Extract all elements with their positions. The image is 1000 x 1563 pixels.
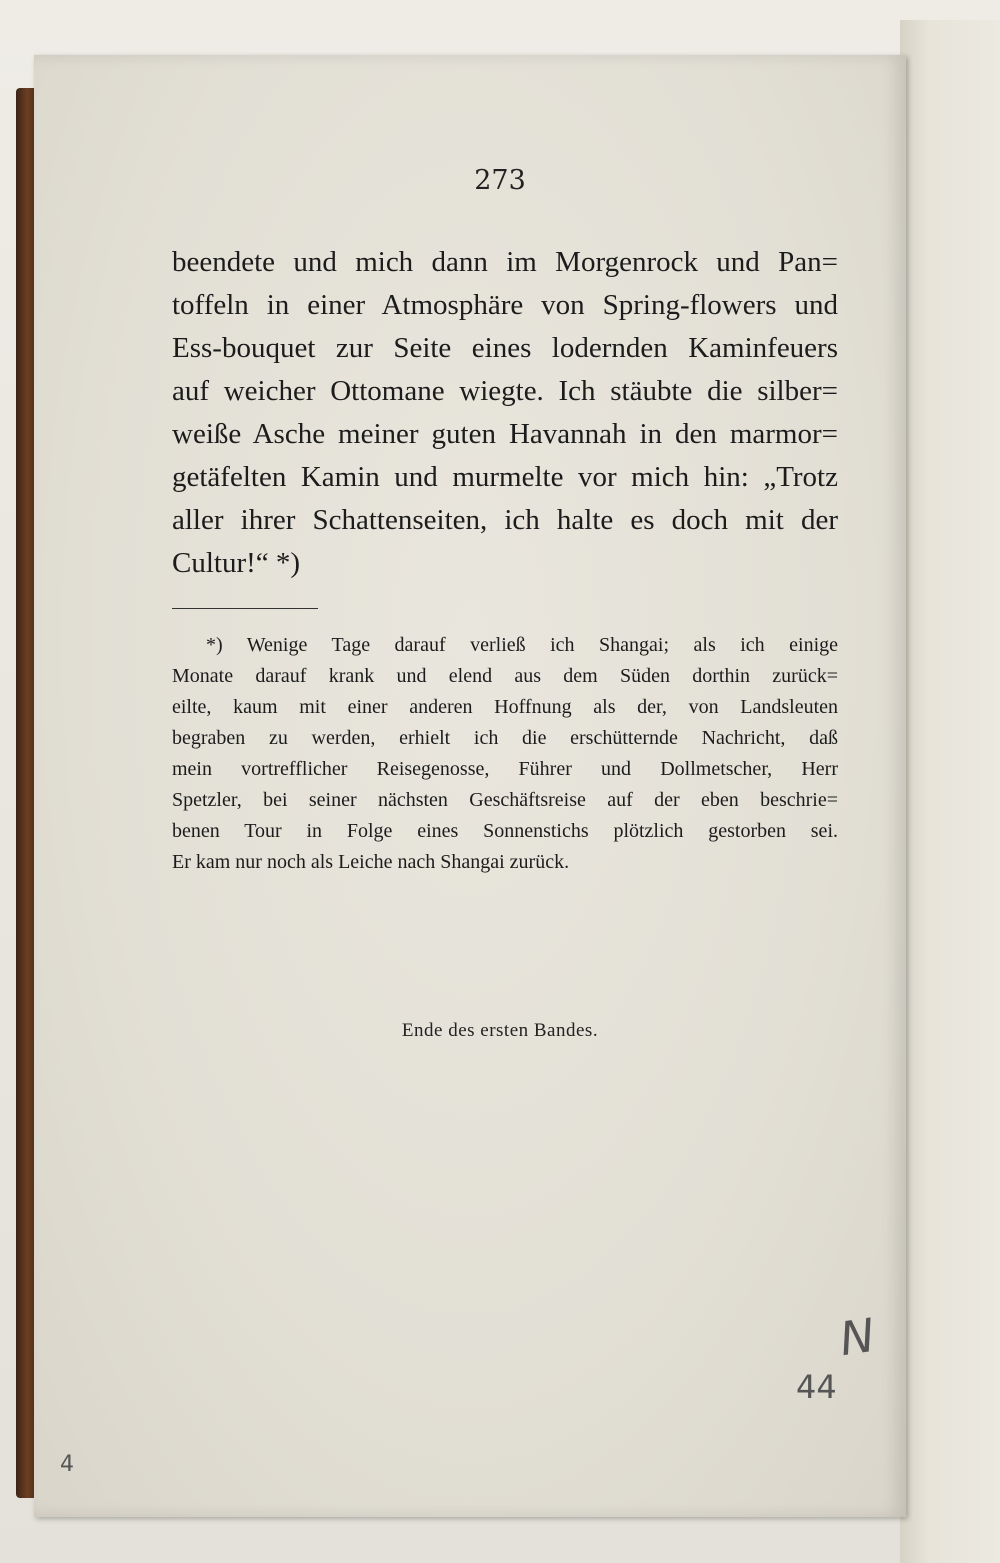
body-line: auf weicher Ottomane wiegte. Ich stäubte die silber= — [172, 375, 838, 407]
footnote-line: begraben zu werden, erhielt ich die erschütternde Nachricht, daß — [172, 727, 838, 749]
footnote-line: Er kam nur noch als Leiche nach Shangai zurück. — [172, 851, 570, 873]
footnote-divider — [172, 608, 318, 609]
end-of-volume-note: Ende des ersten Bandes. — [401, 1020, 599, 1041]
body-line: Ess-bouquet zur Seite eines lodernden Kaminfeuers — [172, 332, 838, 364]
pencil-mark: N — [836, 1307, 879, 1367]
footnote-line: eilte, kaum mit einer anderen Hoffnung als der, von Landsleuten — [172, 696, 838, 718]
body-line: aller ihrer Schattenseiten, ich halte es doch mit der — [172, 504, 838, 536]
footnote-line: Monate darauf krank und elend aus dem Süden dorthin zurück= — [172, 665, 838, 687]
pencil-mark-bottom: 4 — [60, 1452, 74, 1477]
footnote-line: Spetzler, bei seiner nächsten Geschäftsreise auf der eben beschrie= — [172, 789, 838, 811]
body-line: toffeln in einer Atmosphäre von Spring-flowers und — [172, 289, 838, 321]
body-line: beendete und mich dann im Morgenrock und Pan= — [172, 246, 838, 278]
body-line: getäfelten Kamin und murmelte vor mich hin: „Trotz — [172, 461, 838, 493]
pencil-number: 44 — [796, 1368, 837, 1406]
footnote-line: benen Tour in Folge eines Sonnenstichs plötzlich gestorben sei. — [172, 820, 838, 842]
footnote-line: *) Wenige Tage darauf verließ ich Shangai; als ich einige — [206, 634, 838, 656]
page-number: 273 — [474, 165, 526, 196]
adjacent-page-edge — [900, 20, 1000, 1563]
body-line: weiße Asche meiner guten Havannah in den marmor= — [172, 418, 838, 450]
footnote-line: mein vortrefflicher Reisegenosse, Führer und Dollmetscher, Herr — [172, 758, 838, 780]
body-line: Cultur!“ *) — [172, 547, 301, 579]
